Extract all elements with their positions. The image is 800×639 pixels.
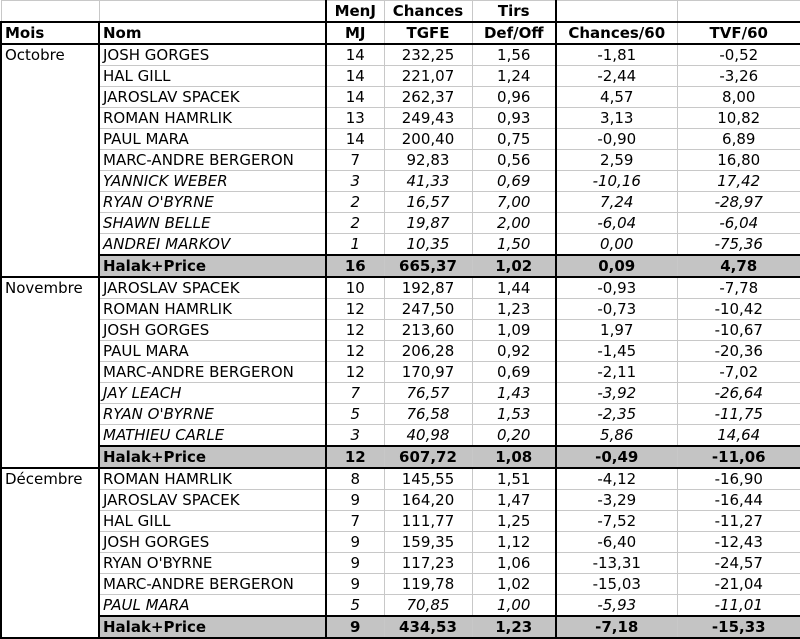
- tvf60-value: 14,64: [677, 425, 800, 447]
- player-row: [1, 171, 800, 192]
- tgfe-value: 19,87: [384, 213, 472, 234]
- chances60-value: -6,04: [556, 213, 677, 234]
- games-played: 14: [326, 66, 384, 87]
- games-played: 7: [326, 383, 384, 404]
- chances60-value: 2,59: [556, 150, 677, 171]
- player-row: [1, 66, 800, 87]
- games-played: 9: [326, 574, 384, 595]
- defoff-value: 2,00: [472, 213, 556, 234]
- defoff-value: 1,44: [472, 277, 556, 299]
- player-name: ANDREI MARKOV: [99, 234, 326, 256]
- player-row: [1, 362, 800, 383]
- chances60-value: -0,73: [556, 299, 677, 320]
- tvf60-value: -12,43: [677, 532, 800, 553]
- player-row: [1, 87, 800, 108]
- total-games-played: 12: [326, 446, 384, 468]
- tvf60-value: -26,64: [677, 383, 800, 404]
- month-label: Octobre: [1, 44, 99, 277]
- tgfe-value: 164,20: [384, 490, 472, 511]
- tvf60-value: -7,02: [677, 362, 800, 383]
- tvf60-value: -6,04: [677, 213, 800, 234]
- games-played: 12: [326, 320, 384, 341]
- player-row: [1, 44, 800, 66]
- defoff-value: 0,69: [472, 171, 556, 192]
- player-name: ROMAN HAMRLIK: [99, 299, 326, 320]
- games-played: 9: [326, 532, 384, 553]
- total-name: Halak+Price: [99, 255, 326, 277]
- tgfe-value: 206,28: [384, 341, 472, 362]
- chances60-value: -4,12: [556, 468, 677, 490]
- header-tvf60: TVF/60: [677, 22, 800, 44]
- defoff-value: 0,93: [472, 108, 556, 129]
- tvf60-value: 10,82: [677, 108, 800, 129]
- games-played: 9: [326, 490, 384, 511]
- player-row: [1, 425, 800, 447]
- chances60-value: -0,90: [556, 129, 677, 150]
- total-row: [1, 446, 800, 468]
- defoff-value: 0,92: [472, 341, 556, 362]
- player-row: [1, 595, 800, 617]
- total-tvf60: -15,33: [677, 616, 800, 638]
- header-row-top: [1, 1, 800, 23]
- games-played: 14: [326, 87, 384, 108]
- total-name: Halak+Price: [99, 616, 326, 638]
- games-played: 12: [326, 362, 384, 383]
- tgfe-value: 76,58: [384, 404, 472, 425]
- player-row: [1, 468, 800, 490]
- tgfe-value: 213,60: [384, 320, 472, 341]
- games-played: 12: [326, 299, 384, 320]
- chances60-value: -15,03: [556, 574, 677, 595]
- player-name: SHAWN BELLE: [99, 213, 326, 234]
- games-played: 8: [326, 468, 384, 490]
- defoff-value: 1,43: [472, 383, 556, 404]
- chances60-value: -7,52: [556, 511, 677, 532]
- tgfe-value: 10,35: [384, 234, 472, 256]
- chances60-value: -3,29: [556, 490, 677, 511]
- tvf60-value: -0,52: [677, 44, 800, 66]
- tgfe-value: 192,87: [384, 277, 472, 299]
- player-name: ROMAN HAMRLIK: [99, 108, 326, 129]
- defoff-value: 1,24: [472, 66, 556, 87]
- player-row: [1, 320, 800, 341]
- player-name: PAUL MARA: [99, 341, 326, 362]
- tvf60-value: 6,89: [677, 129, 800, 150]
- total-tgfe: 665,37: [384, 255, 472, 277]
- games-played: 3: [326, 171, 384, 192]
- defoff-value: 1,23: [472, 299, 556, 320]
- header-menj: MenJ: [326, 1, 384, 23]
- tvf60-value: -28,97: [677, 192, 800, 213]
- defoff-value: 1,12: [472, 532, 556, 553]
- header-chances60: Chances/60: [556, 22, 677, 44]
- player-row: [1, 277, 800, 299]
- defoff-value: 0,69: [472, 362, 556, 383]
- defoff-value: 7,00: [472, 192, 556, 213]
- player-name: MARC-ANDRE BERGERON: [99, 150, 326, 171]
- tvf60-value: -3,26: [677, 66, 800, 87]
- total-defoff: 1,23: [472, 616, 556, 638]
- tgfe-value: 41,33: [384, 171, 472, 192]
- games-played: 13: [326, 108, 384, 129]
- games-played: 10: [326, 277, 384, 299]
- defoff-value: 1,56: [472, 44, 556, 66]
- player-name: JAROSLAV SPACEK: [99, 87, 326, 108]
- total-defoff: 1,08: [472, 446, 556, 468]
- total-chances60: -0,49: [556, 446, 677, 468]
- header-tgfe: TGFE: [384, 22, 472, 44]
- header-blank-2: [99, 1, 326, 23]
- tgfe-value: 247,50: [384, 299, 472, 320]
- header-nom: Nom: [99, 22, 326, 44]
- defoff-value: 1,02: [472, 574, 556, 595]
- games-played: 14: [326, 129, 384, 150]
- games-played: 14: [326, 44, 384, 66]
- games-played: 12: [326, 341, 384, 362]
- player-row: [1, 213, 800, 234]
- chances60-value: -10,16: [556, 171, 677, 192]
- total-games-played: 16: [326, 255, 384, 277]
- games-played: 3: [326, 425, 384, 447]
- month-label: Novembre: [1, 277, 99, 468]
- tvf60-value: -11,01: [677, 595, 800, 617]
- tvf60-value: 8,00: [677, 87, 800, 108]
- chances60-value: 3,13: [556, 108, 677, 129]
- tgfe-value: 262,37: [384, 87, 472, 108]
- chances60-value: 5,86: [556, 425, 677, 447]
- chances60-value: -6,40: [556, 532, 677, 553]
- player-name: JAY LEACH: [99, 383, 326, 404]
- header-tirs: Tirs: [472, 1, 556, 23]
- header-chances: Chances: [384, 1, 472, 23]
- total-chances60: 0,09: [556, 255, 677, 277]
- tvf60-value: -16,44: [677, 490, 800, 511]
- tgfe-value: 145,55: [384, 468, 472, 490]
- header-mj: MJ: [326, 22, 384, 44]
- defoff-value: 0,20: [472, 425, 556, 447]
- player-name: JOSH GORGES: [99, 44, 326, 66]
- player-row: [1, 511, 800, 532]
- defoff-value: 1,51: [472, 468, 556, 490]
- month-label: Décembre: [1, 468, 99, 638]
- tvf60-value: -20,36: [677, 341, 800, 362]
- tvf60-value: -24,57: [677, 553, 800, 574]
- header-mois: Mois: [1, 22, 99, 44]
- chances60-value: 4,57: [556, 87, 677, 108]
- player-name: JOSH GORGES: [99, 320, 326, 341]
- player-name: HAL GILL: [99, 66, 326, 87]
- chances60-value: -1,45: [556, 341, 677, 362]
- total-games-played: 9: [326, 616, 384, 638]
- tgfe-value: 40,98: [384, 425, 472, 447]
- player-name: ROMAN HAMRLIK: [99, 468, 326, 490]
- player-row: [1, 108, 800, 129]
- tvf60-value: 17,42: [677, 171, 800, 192]
- header-defoff: Def/Off: [472, 22, 556, 44]
- player-row: [1, 299, 800, 320]
- total-chances60: -7,18: [556, 616, 677, 638]
- player-name: JAROSLAV SPACEK: [99, 490, 326, 511]
- defoff-value: 1,50: [472, 234, 556, 256]
- games-played: 9: [326, 553, 384, 574]
- chances60-value: 1,97: [556, 320, 677, 341]
- defoff-value: 1,09: [472, 320, 556, 341]
- player-name: JOSH GORGES: [99, 532, 326, 553]
- total-tgfe: 607,72: [384, 446, 472, 468]
- tgfe-value: 221,07: [384, 66, 472, 87]
- total-tvf60: -11,06: [677, 446, 800, 468]
- tvf60-value: -11,75: [677, 404, 800, 425]
- tgfe-value: 232,25: [384, 44, 472, 66]
- player-name: MARC-ANDRE BERGERON: [99, 362, 326, 383]
- games-played: 2: [326, 213, 384, 234]
- total-tgfe: 434,53: [384, 616, 472, 638]
- tgfe-value: 16,57: [384, 192, 472, 213]
- chances60-value: -1,81: [556, 44, 677, 66]
- games-played: 5: [326, 404, 384, 425]
- total-defoff: 1,02: [472, 255, 556, 277]
- defoff-value: 1,06: [472, 553, 556, 574]
- player-name: YANNICK WEBER: [99, 171, 326, 192]
- defoff-value: 1,25: [472, 511, 556, 532]
- tgfe-value: 111,77: [384, 511, 472, 532]
- player-name: RYAN O'BYRNE: [99, 192, 326, 213]
- chances60-value: -13,31: [556, 553, 677, 574]
- tgfe-value: 76,57: [384, 383, 472, 404]
- chances60-value: -2,11: [556, 362, 677, 383]
- tgfe-value: 249,43: [384, 108, 472, 129]
- header-blank-6: [556, 1, 677, 23]
- defoff-value: 0,75: [472, 129, 556, 150]
- defoff-value: 1,00: [472, 595, 556, 617]
- chances60-value: -0,93: [556, 277, 677, 299]
- player-row: [1, 129, 800, 150]
- defoff-value: 0,96: [472, 87, 556, 108]
- chances60-value: -2,44: [556, 66, 677, 87]
- player-row: [1, 192, 800, 213]
- player-row: [1, 490, 800, 511]
- player-name: MATHIEU CARLE: [99, 425, 326, 447]
- header-blank-7: [677, 1, 800, 23]
- total-name: Halak+Price: [99, 446, 326, 468]
- games-played: 5: [326, 595, 384, 617]
- player-name: RYAN O'BYRNE: [99, 404, 326, 425]
- tvf60-value: -75,36: [677, 234, 800, 256]
- tvf60-value: 16,80: [677, 150, 800, 171]
- tvf60-value: -11,27: [677, 511, 800, 532]
- player-row: [1, 532, 800, 553]
- tvf60-value: -10,42: [677, 299, 800, 320]
- tgfe-value: 92,83: [384, 150, 472, 171]
- defoff-value: 1,53: [472, 404, 556, 425]
- total-row: [1, 616, 800, 638]
- player-name: PAUL MARA: [99, 129, 326, 150]
- tvf60-value: -21,04: [677, 574, 800, 595]
- defoff-value: 1,47: [472, 490, 556, 511]
- tvf60-value: -10,67: [677, 320, 800, 341]
- games-played: 2: [326, 192, 384, 213]
- games-played: 1: [326, 234, 384, 256]
- chances60-value: 0,00: [556, 234, 677, 256]
- tgfe-value: 119,78: [384, 574, 472, 595]
- games-played: 7: [326, 511, 384, 532]
- player-row: [1, 234, 800, 256]
- tgfe-value: 200,40: [384, 129, 472, 150]
- player-name: MARC-ANDRE BERGERON: [99, 574, 326, 595]
- chances60-value: -2,35: [556, 404, 677, 425]
- chances60-value: -3,92: [556, 383, 677, 404]
- player-row: [1, 404, 800, 425]
- chances60-value: 7,24: [556, 192, 677, 213]
- tgfe-value: 170,97: [384, 362, 472, 383]
- player-row: [1, 553, 800, 574]
- tvf60-value: -16,90: [677, 468, 800, 490]
- tgfe-value: 159,35: [384, 532, 472, 553]
- tgfe-value: 70,85: [384, 595, 472, 617]
- total-row: [1, 255, 800, 277]
- tgfe-value: 117,23: [384, 553, 472, 574]
- player-row: [1, 574, 800, 595]
- total-tvf60: 4,78: [677, 255, 800, 277]
- player-name: PAUL MARA: [99, 595, 326, 617]
- player-name: JAROSLAV SPACEK: [99, 277, 326, 299]
- player-name: RYAN O'BYRNE: [99, 553, 326, 574]
- defoff-value: 0,56: [472, 150, 556, 171]
- games-played: 7: [326, 150, 384, 171]
- player-row: [1, 150, 800, 171]
- player-row: [1, 341, 800, 362]
- header-blank-1: [1, 1, 99, 23]
- header-row-main: [1, 22, 800, 44]
- tvf60-value: -7,78: [677, 277, 800, 299]
- player-row: [1, 383, 800, 404]
- chances60-value: -5,93: [556, 595, 677, 617]
- player-name: HAL GILL: [99, 511, 326, 532]
